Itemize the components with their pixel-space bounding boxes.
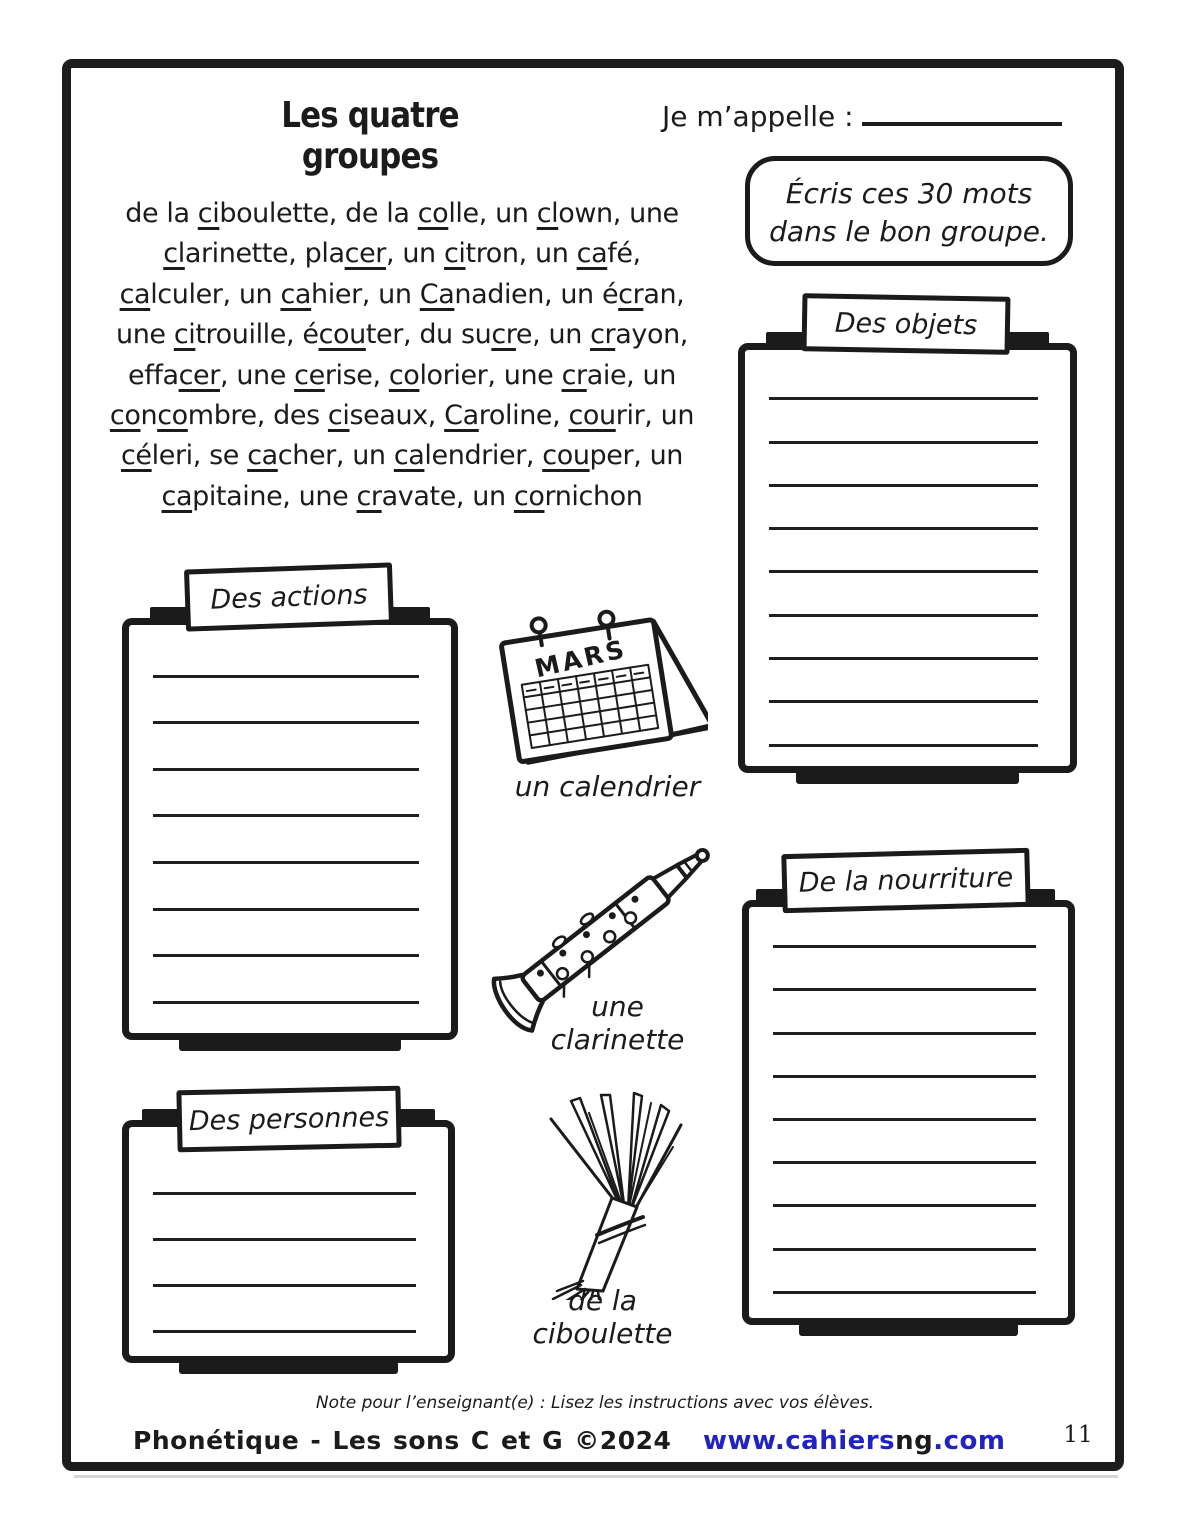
writing-line[interactable]: [153, 1241, 416, 1287]
word-text: an,: [643, 278, 685, 310]
word-text: une: [115, 319, 174, 351]
writing-line[interactable]: [773, 1035, 1036, 1078]
box-des-actions: [122, 578, 458, 1040]
writing-line[interactable]: [153, 911, 419, 958]
word-list-line: [85, 396, 719, 436]
box-label-text: Des personnes: [188, 1101, 390, 1137]
caption-text: ciboulette: [532, 1317, 673, 1350]
underlined-letters: cl: [163, 238, 185, 270]
word-text: rir, un: [615, 400, 695, 432]
box-des-personnes: [122, 1101, 455, 1363]
underlined-letters: cr: [561, 359, 587, 391]
teacher-note: Note pour l’enseignant(e) : Lisez les instructions avec vos élèves.: [315, 1393, 875, 1413]
writing-line[interactable]: [773, 1164, 1036, 1207]
word-text: lorier, une: [419, 359, 562, 391]
underlined-letters: ci: [327, 400, 350, 432]
clip-notch-right: [1005, 332, 1049, 345]
name-label: Je m’appelle :: [662, 100, 854, 133]
caption-text: une: [591, 990, 644, 1023]
writing-line[interactable]: [153, 864, 419, 911]
writing-line[interactable]: [153, 1195, 416, 1241]
writing-line[interactable]: [769, 660, 1038, 703]
word-text: n: [140, 400, 158, 432]
underlined-letters: cou: [568, 400, 616, 432]
page-title: Les quatre groupes: [281, 95, 459, 177]
underlined-letters: cou: [542, 440, 590, 472]
page-border-shadow: [74, 1475, 1118, 1478]
clip-bottom-bar: [179, 1361, 399, 1374]
underlined-letters: co: [513, 480, 545, 512]
writing-line[interactable]: [769, 530, 1038, 573]
underlined-letters: ci: [197, 198, 220, 229]
writing-line[interactable]: [153, 724, 419, 771]
underlined-letters: co: [157, 400, 188, 432]
writing-lines: [773, 905, 1036, 1294]
underlined-letters: cr: [356, 480, 382, 512]
word-text: boulette, de la: [219, 198, 418, 229]
page-number: 11: [1063, 1422, 1093, 1448]
word-text: cher, un: [277, 440, 394, 472]
instruction-line-2: dans le bon groupe.: [769, 215, 1049, 248]
word-text: leri, se: [151, 440, 248, 472]
box-label-text: Des actions: [209, 578, 369, 616]
word-text: aie, un: [586, 359, 676, 391]
underlined-letters: cer: [344, 238, 386, 270]
word-list-line: [85, 315, 719, 355]
word-text: own, une: [558, 198, 679, 229]
name-row: [662, 96, 1062, 133]
underlined-letters: cé: [120, 440, 152, 472]
writing-lines: [769, 357, 1038, 747]
underlined-letters: co: [417, 198, 449, 229]
writing-line[interactable]: [773, 948, 1036, 991]
writing-line[interactable]: [773, 1078, 1036, 1121]
word-text: per, un: [589, 440, 683, 472]
underlined-letters: cer: [178, 359, 220, 391]
writing-lines: [153, 631, 419, 1004]
underlined-letters: cl: [536, 198, 559, 229]
underlined-letters: ca: [161, 480, 193, 512]
writing-line[interactable]: [769, 573, 1038, 616]
caption-clarinet: [515, 990, 720, 1056]
word-text: roline,: [478, 400, 569, 432]
writing-line[interactable]: [153, 1149, 416, 1195]
writing-line[interactable]: [773, 1121, 1036, 1164]
writing-line[interactable]: [769, 487, 1038, 530]
underlined-letters: cr: [491, 319, 516, 351]
word-text: , une: [219, 359, 295, 391]
writing-line[interactable]: [153, 1287, 416, 1333]
word-list-line: [85, 194, 719, 234]
word-text: lculer, un: [150, 278, 281, 310]
url-part-com: .com: [933, 1426, 1006, 1456]
writing-line[interactable]: [769, 617, 1038, 660]
underlined-letters: Ca: [419, 278, 455, 310]
word-text: arinette, pla: [184, 238, 345, 270]
underlined-letters: cr: [590, 319, 616, 351]
word-text: de la: [125, 198, 198, 229]
writing-line[interactable]: [769, 400, 1038, 443]
word-text: trouille, é: [195, 319, 319, 351]
underlined-letters: ca: [119, 278, 151, 310]
box-label-text: De la nourriture: [798, 862, 1014, 899]
clip-bottom-bar: [796, 771, 1020, 784]
underlined-letters: Ca: [444, 400, 479, 432]
instruction-box: [745, 156, 1073, 266]
word-text: seaux,: [349, 400, 445, 432]
word-list-line: [85, 234, 719, 274]
word-list-line: [85, 275, 719, 315]
underlined-letters: ci: [173, 319, 196, 351]
underlined-letters: ca: [576, 238, 608, 270]
underlined-letters: ci: [443, 238, 466, 270]
writing-line[interactable]: [153, 771, 419, 818]
box-label-des-actions: [184, 562, 394, 631]
word-text: hier, un: [311, 278, 420, 310]
writing-line[interactable]: [769, 357, 1038, 400]
underlined-letters: cr: [618, 278, 644, 310]
writing-line[interactable]: [153, 817, 419, 864]
writing-line[interactable]: [769, 444, 1038, 487]
word-text: rnichon: [544, 480, 643, 512]
instruction-line-1: Écris ces 30 mots: [785, 177, 1033, 210]
writing-line[interactable]: [153, 957, 419, 1004]
word-text: lle, un: [448, 198, 537, 229]
word-text: effa: [128, 359, 179, 391]
box-label-des-personnes: [176, 1086, 401, 1153]
word-text: mbre, des: [187, 400, 328, 432]
caption-chives: [500, 1284, 705, 1350]
writing-line[interactable]: [153, 678, 419, 725]
word-text: ter, du su: [365, 319, 492, 351]
caption-text: un calendrier: [514, 770, 701, 803]
underlined-letters: ca: [280, 278, 312, 310]
website-link[interactable]: [703, 1426, 1005, 1456]
calendar-month-text: MARS: [532, 634, 630, 684]
calendar-icon: [498, 590, 708, 770]
word-list: [85, 194, 719, 517]
footer-brand: Phonétique - Les sons C et G ©2024: [133, 1426, 672, 1455]
word-text: rise,: [324, 359, 389, 391]
word-list-line: [85, 356, 719, 396]
underlined-letters: ca: [393, 440, 425, 472]
word-text: ayon,: [615, 319, 688, 351]
word-text: nadien, un é: [454, 278, 619, 310]
writing-line[interactable]: [769, 703, 1038, 746]
url-part-www: www.cahiers: [703, 1426, 896, 1456]
underlined-letters: ce: [294, 359, 325, 391]
writing-lines: [153, 1149, 416, 1333]
writing-line[interactable]: [153, 631, 419, 678]
word-text: pitaine, une: [192, 480, 357, 512]
word-text: avate, un: [381, 480, 514, 512]
underlined-letters: co: [388, 359, 420, 391]
url-part-ng: ng: [895, 1426, 934, 1456]
name-blank-line[interactable]: [862, 96, 1062, 126]
box-de-la-nourriture: [742, 862, 1075, 1325]
caption-calendar: [505, 770, 710, 803]
box-des-objets: [738, 307, 1077, 773]
chives-icon: [485, 1085, 695, 1300]
box-label-de-la-nourriture: [781, 848, 1030, 913]
word-list-line: [85, 477, 719, 517]
writing-line[interactable]: [773, 1251, 1036, 1294]
underlined-letters: co: [109, 400, 141, 432]
word-list-line: [85, 436, 719, 476]
clip-bottom-bar: [799, 1323, 1019, 1336]
caption-text: de la: [568, 1284, 637, 1317]
box-label-text: Des objets: [834, 307, 978, 341]
word-text: fé,: [607, 238, 641, 270]
underlined-letters: cou: [318, 319, 366, 351]
box-label-des-objets: [802, 293, 1011, 355]
clip-bottom-bar: [179, 1038, 401, 1051]
underlined-letters: ca: [247, 440, 278, 472]
word-text: , un: [385, 238, 444, 270]
caption-text: clarinette: [550, 1023, 685, 1056]
word-text: tron, un: [465, 238, 577, 270]
writing-line[interactable]: [773, 991, 1036, 1034]
word-text: lendrier,: [424, 440, 543, 472]
word-text: e, un: [515, 319, 591, 351]
writing-line[interactable]: [773, 1207, 1036, 1250]
